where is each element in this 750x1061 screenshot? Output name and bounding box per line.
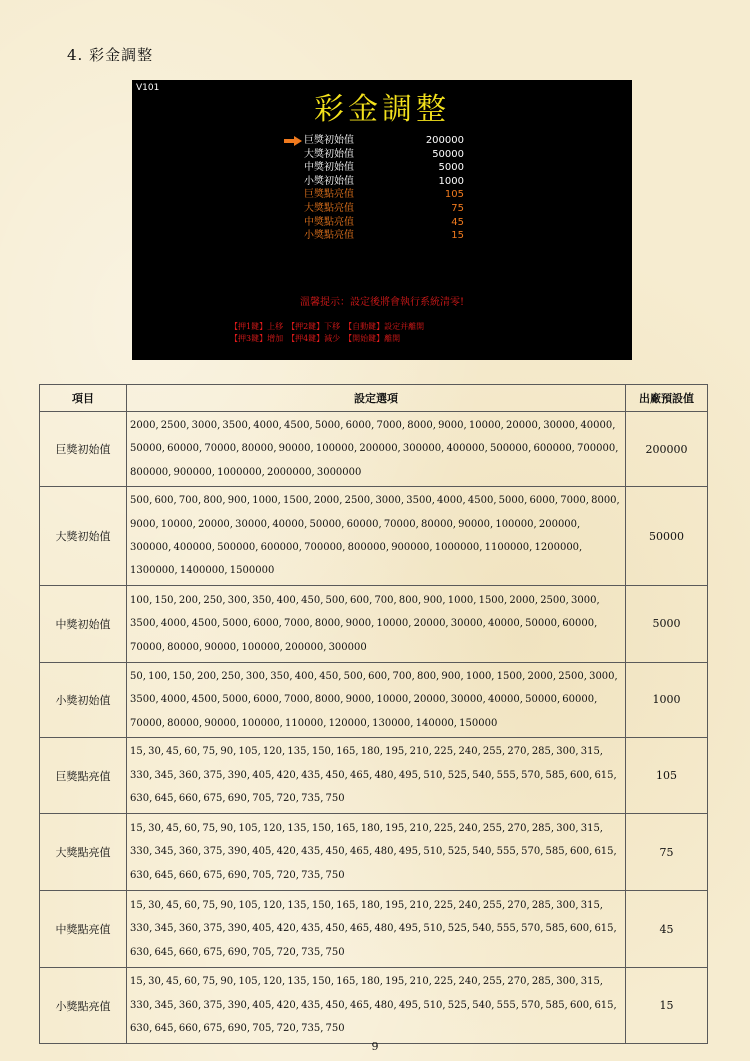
settings-menu xyxy=(304,134,464,243)
row-item: 大獎初始值 xyxy=(40,487,127,586)
table-row xyxy=(40,968,708,1044)
menu-item-value: 45 xyxy=(451,216,464,228)
table-row xyxy=(40,662,708,737)
menu-item-label: 大獎點亮值 xyxy=(304,202,354,214)
menu-item-minor-initial[interactable] xyxy=(304,175,464,189)
table-row xyxy=(40,412,708,487)
table-row xyxy=(40,738,708,814)
menu-item-major-initial[interactable] xyxy=(304,148,464,162)
menu-item-medium-initial[interactable] xyxy=(304,161,464,175)
row-item: 巨獎點亮值 xyxy=(40,738,127,814)
warning-tip: 溫馨提示：設定後將會執行系統清零! xyxy=(299,297,465,308)
row-options: 15, 30, 45, 60, 75, 90, 105, 120, 135, 150, 165, 180, 195, 210, 225, 240, 255, 270, 285, 300, 315, 330, 345, 360, 375, 390, 405, 420, 435, 450, 465, 480, 495, 510, 525, 540, 555, 570, 585, 600, 615, 630, 645, 660, 675, 690, 705, 720, 735, 750 xyxy=(127,814,626,891)
row-default: 1000 xyxy=(626,662,708,737)
key-help-line-2: 【押3鍵】增加 【押4鍵】減少 【開始鍵】離開 xyxy=(230,334,401,343)
table-row xyxy=(40,814,708,891)
table-row xyxy=(40,891,708,968)
row-default: 5000 xyxy=(626,585,708,662)
table-row xyxy=(40,585,708,662)
game-settings-screen xyxy=(132,80,632,360)
row-default: 200000 xyxy=(626,412,708,487)
screen-title: 彩金調整 xyxy=(314,92,450,127)
row-item: 巨獎初始值 xyxy=(40,412,127,487)
menu-item-value: 105 xyxy=(444,189,464,201)
version-label: V101 xyxy=(136,83,160,93)
row-item: 小獎初始值 xyxy=(40,662,127,737)
table-row xyxy=(40,487,708,586)
menu-item-value: 5000 xyxy=(438,162,464,174)
menu-item-jackpot-light[interactable] xyxy=(304,188,464,202)
menu-item-jackpot-initial[interactable] xyxy=(304,134,464,148)
menu-item-label: 巨獎初始值 xyxy=(304,135,354,146)
menu-item-value: 1000 xyxy=(438,175,464,187)
row-item: 中獎點亮值 xyxy=(40,891,127,968)
menu-item-label: 大獎初始值 xyxy=(304,148,354,160)
page-number: 9 xyxy=(371,1040,379,1053)
row-options: 100, 150, 200, 250, 300, 350, 400, 450, 500, 600, 700, 800, 900, 1000, 1500, 2000, 2500, 3000, 3500, 4000, 4500, 5000, 6000, 7000, 8000, 9000, 10000, 20000, 30000, 40000, 50000, 60000, 70000, 80000, 90000, 100000, 200000, 300000 xyxy=(127,585,626,662)
menu-item-value: 200000 xyxy=(425,135,464,146)
row-item: 中獎初始值 xyxy=(40,585,127,662)
arrow-right-icon xyxy=(284,136,302,146)
menu-item-minor-light[interactable] xyxy=(304,229,464,243)
menu-item-label: 中獎初始值 xyxy=(304,162,354,174)
menu-item-label: 小獎點亮值 xyxy=(304,230,354,242)
menu-item-value: 50000 xyxy=(432,148,464,160)
menu-item-major-light[interactable] xyxy=(304,202,464,216)
header-default: 出廠預設值 xyxy=(626,385,708,412)
header-options: 設定選項 xyxy=(127,385,626,412)
row-options: 15, 30, 45, 60, 75, 90, 105, 120, 135, 150, 165, 180, 195, 210, 225, 240, 255, 270, 285, 300, 315, 330, 345, 360, 375, 390, 405, 420, 435, 450, 465, 480, 495, 510, 525, 540, 555, 570, 585, 600, 615, 630, 645, 660, 675, 690, 705, 720, 735, 750 xyxy=(127,968,626,1044)
header-item: 項目 xyxy=(40,385,127,412)
menu-item-value: 75 xyxy=(451,202,464,214)
row-item: 小獎點亮值 xyxy=(40,968,127,1044)
settings-table xyxy=(39,384,708,1044)
row-item: 大獎點亮值 xyxy=(40,814,127,891)
menu-item-label: 巨獎點亮值 xyxy=(304,189,354,201)
row-default: 75 xyxy=(626,814,708,891)
menu-item-medium-light[interactable] xyxy=(304,216,464,230)
menu-item-label: 小獎初始值 xyxy=(304,175,354,187)
menu-item-label: 中獎點亮值 xyxy=(304,216,354,228)
section-title: 4. 彩金調整 xyxy=(67,46,154,64)
table-header-row xyxy=(40,385,708,412)
row-default: 15 xyxy=(626,968,708,1044)
row-options: 500, 600, 700, 800, 900, 1000, 1500, 2000, 2500, 3000, 3500, 4000, 4500, 5000, 6000, 7000, 8000, 9000, 10000, 20000, 30000, 40000, 50000, 60000, 70000, 80000, 90000, 100000, 200000, 300000, 400000, 500000, 600000, 700000, 800000, 900000, 1000000, 1100000, 1200000, 1300000, 1400000, 1500000 xyxy=(127,487,626,586)
row-options: 15, 30, 45, 60, 75, 90, 105, 120, 135, 150, 165, 180, 195, 210, 225, 240, 255, 270, 285, 300, 315, 330, 345, 360, 375, 390, 405, 420, 435, 450, 465, 480, 495, 510, 525, 540, 555, 570, 585, 600, 615, 630, 645, 660, 675, 690, 705, 720, 735, 750 xyxy=(127,738,626,814)
row-options: 2000, 2500, 3000, 3500, 4000, 4500, 5000, 6000, 7000, 8000, 9000, 10000, 20000, 30000, 40000, 50000, 60000, 70000, 80000, 90000, 100000, 200000, 300000, 400000, 500000, 600000, 700000, 800000, 900000, 1000000, 2000000, 3000000 xyxy=(127,412,626,487)
row-options: 50, 100, 150, 200, 250, 300, 350, 400, 450, 500, 600, 700, 800, 900, 1000, 1500, 2000, 2500, 3000, 3500, 4000, 4500, 5000, 6000, 7000, 8000, 9000, 10000, 20000, 30000, 40000, 50000, 60000, 70000, 80000, 90000, 100000, 110000, 120000, 130000, 140000, 150000 xyxy=(127,662,626,737)
row-default: 105 xyxy=(626,738,708,814)
menu-item-value: 15 xyxy=(451,230,464,242)
key-help-line-1: 【押1鍵】上移 【押2鍵】下移 【自動鍵】設定并離開 xyxy=(230,322,425,331)
row-default: 50000 xyxy=(626,487,708,586)
row-options: 15, 30, 45, 60, 75, 90, 105, 120, 135, 150, 165, 180, 195, 210, 225, 240, 255, 270, 285, 300, 315, 330, 345, 360, 375, 390, 405, 420, 435, 450, 465, 480, 495, 510, 525, 540, 555, 570, 585, 600, 615, 630, 645, 660, 675, 690, 705, 720, 735, 750 xyxy=(127,891,626,968)
row-default: 45 xyxy=(626,891,708,968)
